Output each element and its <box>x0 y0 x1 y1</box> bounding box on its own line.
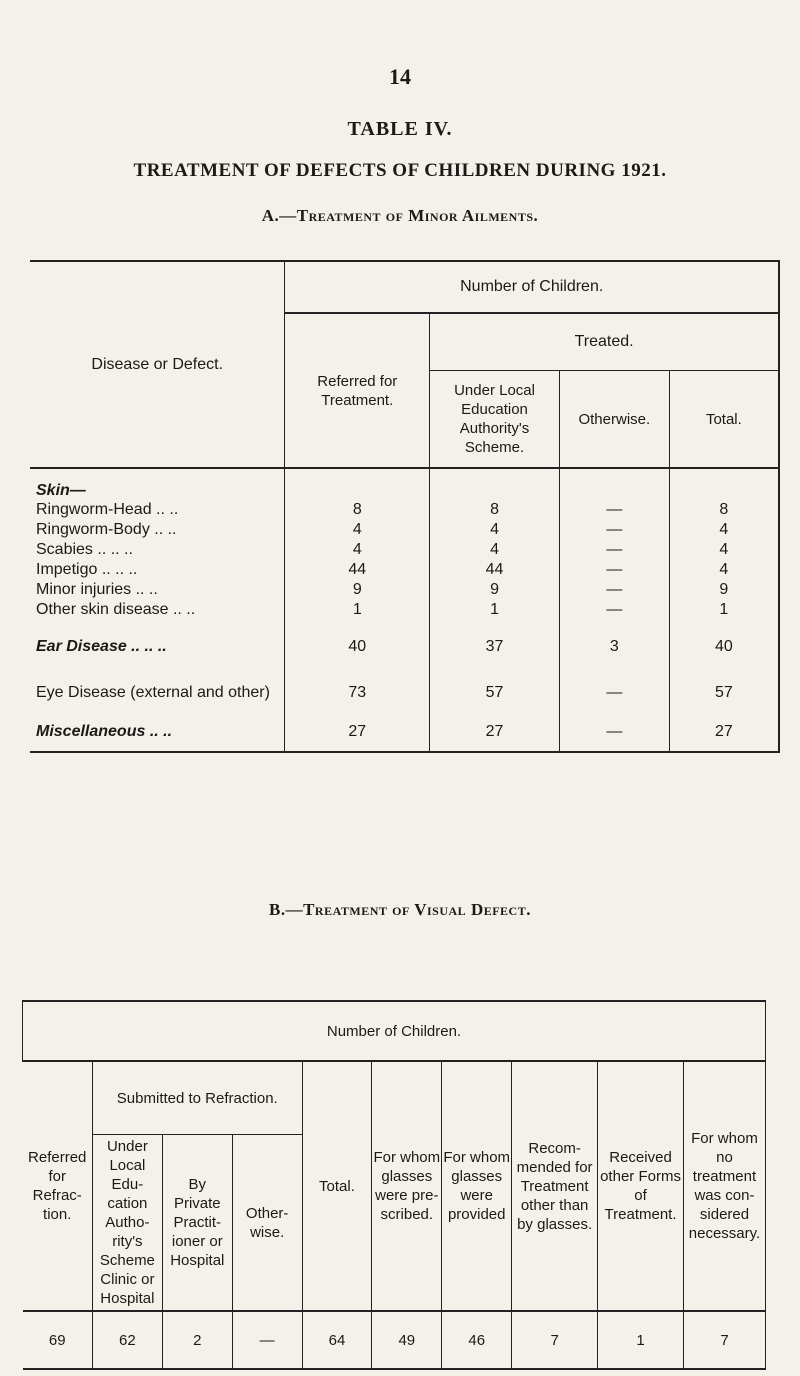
header-recommended-other-treatment: Recom- mended for Treatment other than by glasses. <box>512 1061 598 1311</box>
cell-referred: 69 <box>23 1311 93 1369</box>
cell-total: 9 <box>669 580 779 600</box>
cell-otherwise: — <box>559 712 669 752</box>
table-row <box>30 600 779 620</box>
table-title: TABLE IV. <box>347 118 453 140</box>
row-name: Ringworm-Body .. .. <box>36 521 177 538</box>
row-name: Other skin disease .. .. <box>36 601 196 618</box>
cell-prescribed: 49 <box>372 1311 442 1369</box>
header-private-practitioner: By Private Practit- ioner or Hospital <box>162 1135 232 1312</box>
cell-provided: 46 <box>442 1311 512 1369</box>
section-b-title: B.—Treatment of Visual Defect. <box>269 900 531 919</box>
header-otherwise: Other- wise. <box>232 1135 302 1312</box>
header-otherwise: Otherwise. <box>559 371 669 469</box>
cell-referred: 8 <box>285 500 430 520</box>
table-row <box>30 500 779 520</box>
cell-otherwise: — <box>559 560 669 580</box>
cell-total: 40 <box>669 620 779 674</box>
header-number-of-children: Number of Children. <box>285 261 779 313</box>
cell-under-scheme: 62 <box>92 1311 162 1369</box>
cell-total: 27 <box>669 712 779 752</box>
cell-under: 4 <box>430 540 560 560</box>
cell-referred: 1 <box>285 600 430 620</box>
header-under-scheme: Under Local Edu- cation Autho- rity's Scheme Clinic or Hospital <box>92 1135 162 1312</box>
cell-otherwise: — <box>559 540 669 560</box>
cell-under: 4 <box>430 520 560 540</box>
cell-no-treatment: 7 <box>683 1311 765 1369</box>
cell-referred: 4 <box>285 540 430 560</box>
header-no-treatment-necessary: For whom no treatment was con- sidered necessary. <box>683 1061 765 1311</box>
minor-ailments-table <box>30 260 780 753</box>
table-row <box>30 580 779 600</box>
header-disease: Disease or Defect. <box>30 261 285 468</box>
cell-total: 64 <box>302 1311 372 1369</box>
cell-otherwise: — <box>559 674 669 712</box>
row-name: Minor injuries .. .. <box>36 581 158 598</box>
cell-referred: 40 <box>285 620 430 674</box>
cell-under: 9 <box>430 580 560 600</box>
cell-under: 44 <box>430 560 560 580</box>
table-row <box>23 1311 766 1369</box>
page-number: 14 <box>389 64 411 89</box>
header-received-other-forms: Received other Forms of Treatment. <box>598 1061 684 1311</box>
header-number-of-children: Number of Children. <box>23 1001 766 1061</box>
table-row <box>30 520 779 540</box>
cell-referred: 73 <box>285 674 430 712</box>
header-referred-for-refraction: Referred for Refrac- tion. <box>23 1061 93 1311</box>
header-submitted-to-refraction: Submitted to Refraction. <box>92 1061 302 1135</box>
row-name: Scabies .. .. .. <box>36 541 133 558</box>
cell-referred: 27 <box>285 712 430 752</box>
cell-total: 4 <box>669 560 779 580</box>
table-row <box>30 712 779 752</box>
table-row <box>30 674 779 712</box>
cell-otherwise: — <box>559 580 669 600</box>
cell-total: 57 <box>669 674 779 712</box>
miscellaneous-label: Miscellaneous .. .. <box>36 722 173 740</box>
visual-defect-table <box>22 1000 766 1370</box>
cell-total: 1 <box>669 600 779 620</box>
cell-total: 8 <box>669 500 779 520</box>
cell-under: 1 <box>430 600 560 620</box>
table-row <box>30 620 779 674</box>
cell-referred: 44 <box>285 560 430 580</box>
header-total: Total. <box>669 371 779 469</box>
ear-disease-label: Ear Disease .. .. .. <box>36 638 167 655</box>
header-treated: Treated. <box>430 313 779 371</box>
header-total: Total. <box>302 1061 372 1311</box>
cell-referred: 9 <box>285 580 430 600</box>
cell-under: 57 <box>430 674 560 712</box>
eye-disease-label: Eye Disease (external and other) <box>36 684 270 701</box>
header-under-authority: Under Local Education Authority's Scheme. <box>430 371 560 469</box>
section-a-title: A.—Treatment of Minor Ailments. <box>261 206 539 225</box>
cell-under: 8 <box>430 500 560 520</box>
table-row <box>30 540 779 560</box>
cell-otherwise: — <box>232 1311 302 1369</box>
cell-under: 27 <box>430 712 560 752</box>
header-glasses-provided: For whom glasses were provided <box>442 1061 512 1311</box>
cell-total: 4 <box>669 520 779 540</box>
row-name: Impetigo .. .. .. <box>36 561 138 578</box>
skin-heading: Skin— <box>36 482 86 499</box>
cell-otherwise: 3 <box>559 620 669 674</box>
row-name: Ringworm-Head .. .. <box>36 501 179 518</box>
cell-other-forms: 1 <box>598 1311 684 1369</box>
main-title: TREATMENT OF DEFECTS OF CHILDREN DURING 1921. <box>133 160 667 181</box>
header-referred: Referred for Treatment. <box>285 313 430 468</box>
cell-otherwise: — <box>559 600 669 620</box>
header-glasses-prescribed: For whom glasses were pre- scribed. <box>372 1061 442 1311</box>
cell-recommended: 7 <box>512 1311 598 1369</box>
cell-otherwise: — <box>559 520 669 540</box>
cell-otherwise: — <box>559 500 669 520</box>
cell-under: 37 <box>430 620 560 674</box>
cell-referred: 4 <box>285 520 430 540</box>
cell-private: 2 <box>162 1311 232 1369</box>
table-row <box>30 560 779 580</box>
cell-total: 4 <box>669 540 779 560</box>
